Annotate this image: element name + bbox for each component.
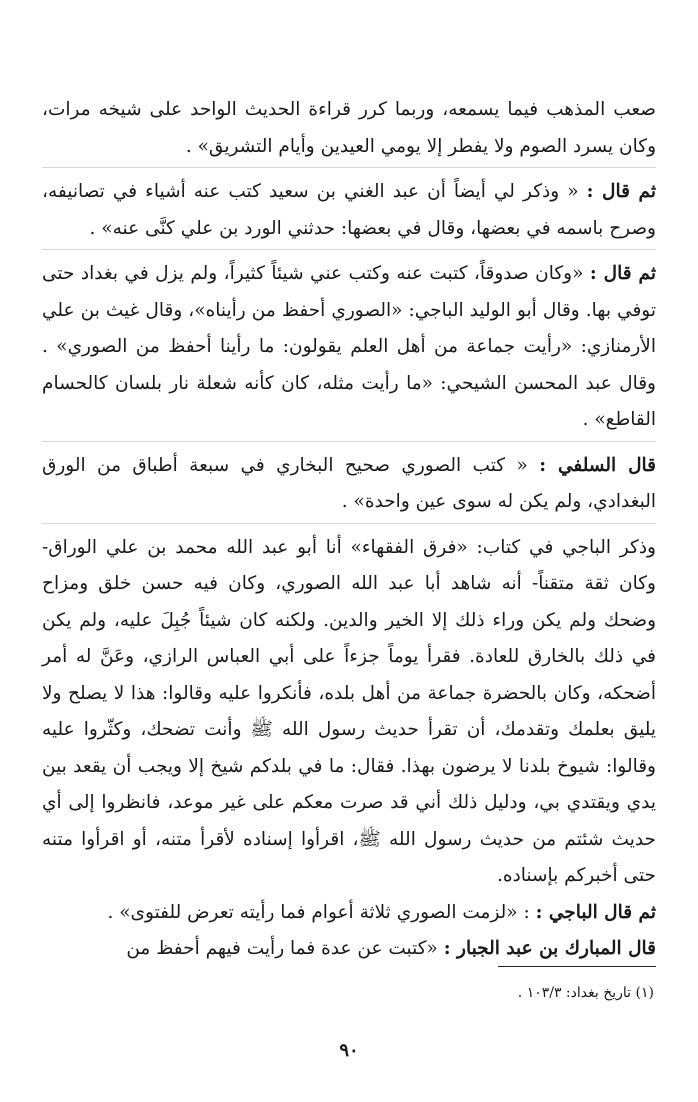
paragraph-separator <box>42 441 656 442</box>
paragraph-separator <box>42 249 656 250</box>
footnote: (١) تاريخ بغداد: ١٠٣/٣ . <box>517 985 654 1001</box>
paragraph-6 <box>42 895 656 932</box>
paragraph-5-text: وذكر الباجي في كتاب: «فرق الفقهاء» أنا أبو عبد الله محمد بن علي الوراق- وكان ثقة متقناً- أنه شاهد أبا عبد الله الصوري، وكان فيه حسن خلق ومزاح وضحك ولم يكن وراء ذلك إلا الخير والدين. ولكنه كان شيئاً جُبِلَ عليه، ولم يكن في ذلك بالخارق للعادة. فقرأ يوماً جزءاً على أبي العباس الرازي، وعَنَّ له أمر أضحكه، وكان بالحضرة جماعة من أهل بلده، فأنكروا عليه وقالوا: هذا لا يصلح ولا يليق بعلمك وتقدمك، أن تقرأ حديث رسول الله ﷺ وأنت تضحك، وكثّروا عليه وقالوا: شيوخ بلدنا لا يرضون بهذا. فقال: ما في بلدكم شيخ إلا ويجب أن يقعد بين يدي ويقتدي بي، ودليل ذلك أني قد صرت معكم على غير موعد، فانظروا إلى أي حديث شئتم من حديث رسول الله ﷺ، اقرأوا إسناده لأقرأ متنه، أو اقرأوا متنه حتى أخبركم بإسناده. <box>42 536 656 886</box>
paragraph-4-speaker: قال السلفي : <box>539 454 656 476</box>
main-text <box>42 92 656 968</box>
paragraph-2-speaker: ثم قال : <box>586 181 657 202</box>
paragraph-5 <box>42 530 656 895</box>
paragraph-3-speaker: ثم قال : <box>589 263 656 284</box>
paragraph-7-speaker: قال المبارك بن عبد الجبار : <box>443 938 656 959</box>
paragraph-separator <box>42 523 656 524</box>
paragraph-4-text: « كتب الصوري صحيح البخاري في سبعة أطباق من الورق البغدادي، ولم يكن له سوى عين واحدة» . <box>42 454 656 512</box>
paragraph-2-text: « وذكر لي أيضاً أن عبد الغني بن سعيد كتب عنه أشياء في تصانيفه، وصرح باسمه في بعضها، وقال في بعضها: حدثني الورد بن علي كنَّى عنه» . <box>42 181 656 239</box>
paragraph-3-text: «وكان صدوقاً، كتبت عنه وكتب عني شيئاً كثيراً، ولم يزل في بغداد حتى توفي بها. وقال أبو الوليد الباجي: «الصوري أحفظ من رأيناه»، وقال غيث بن علي الأرمنازي: «رأيت جماعة من أهل العلم يقولون: ما رأينا أحفظ من الصوري» . وقال عبد المحسن الشيحي: «ما رأيت مثله، كان كأنه شعلة نار بلسان كالحسام القاطع» . <box>42 263 656 430</box>
paragraph-6-text: : «لزمت الصوري ثلاثة أعوام فما رأيته تعرض للفتوى» . <box>107 901 536 923</box>
paragraph-7-text: «كتبت عن عدة فما رأيت فيهم أحفظ من <box>126 938 444 959</box>
paragraph-1-text: صعب المذهب فيما يسمعه، وربما كرر قراءة الحديث الواحد على شيخه مرات، وكان يسرد الصوم ولا يفطر إلا يومي العيدين وأيام التشريق» . <box>42 99 656 157</box>
paragraph-1 <box>42 92 656 165</box>
paragraph-2 <box>42 174 656 247</box>
paragraph-separator <box>42 167 656 168</box>
paragraph-6-speaker: ثم قال الباجي : <box>535 901 656 923</box>
paragraph-4 <box>42 448 656 521</box>
page-number: ٩٠ <box>339 1040 359 1061</box>
footnote-rule <box>498 966 656 967</box>
paragraph-7 <box>42 931 656 968</box>
paragraph-3 <box>42 256 656 439</box>
